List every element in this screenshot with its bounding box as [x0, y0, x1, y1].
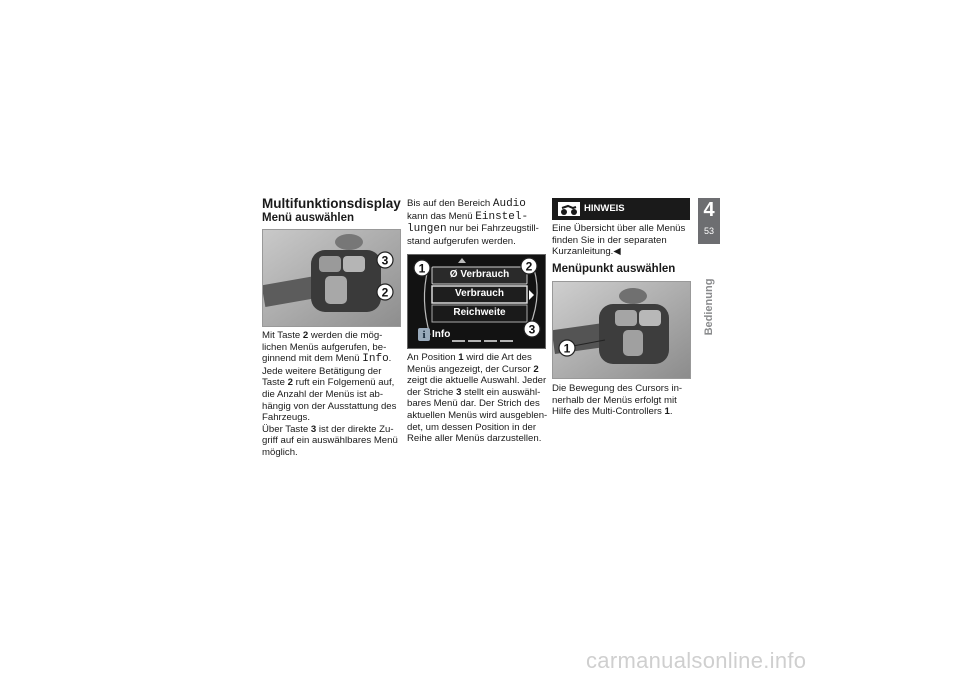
section-heading-menu-select: Menü auswählen [262, 212, 355, 224]
handlebar-photo-controller [552, 281, 691, 379]
page-number: 53 [703, 226, 714, 236]
column-3-heading [552, 264, 692, 276]
display-screenshot [407, 254, 546, 349]
hint-banner [552, 198, 690, 220]
chapter-number: 4 [703, 199, 715, 221]
column-1-text [262, 330, 402, 459]
column-1 [262, 213, 404, 225]
callout-label-2: 2 [381, 285, 389, 300]
column-2-intro [407, 198, 547, 247]
column-2-text [407, 352, 549, 445]
paragraph-menu-button: Mit Taste 2 werden die mög-lichen Menüs aufgerufen, be-ginnend mit dem Menü Info. Jede weitere Betätigung der Taste 2 ruft ein Folgemenü auf, die Anzahl der Menüs ist ab-hängig von der Ausstattung des Fahrzeugs. [262, 330, 397, 424]
display-row-consumption: Verbrauch [455, 288, 504, 299]
watermark: carmanualsonline.info [586, 648, 807, 673]
handlebar-photo-buttons [262, 229, 401, 327]
chapter-side-label: Bedienung [703, 278, 715, 336]
hint-label: HINWEIS [584, 203, 625, 214]
paragraph-hint: Eine Übersicht über alle Menüs finden Sie in der separaten Kurzanleitung.◀ [552, 223, 686, 258]
callout-label-3: 3 [528, 322, 536, 337]
callout-label-3: 3 [381, 253, 389, 268]
paragraph-cursor-movement: Die Bewegung des Cursors in-nerhalb der Menüs erfolgt mit Hilfe des Multi-Controllers 1. [552, 383, 683, 418]
column-3-text [552, 383, 692, 418]
paragraph-audio-settings: Bis auf den Bereich Audio kann das Menü Einstel-lungen nur bei Fahrzeugstill-stand aufgerufen werden. [407, 198, 539, 247]
paragraph-cursor-explanation: An Position 1 wird die Art des Menüs angezeigt, der Cursor 2 zeigt die aktuelle Auswahl. Jeder der Striche 3 stellt ein auswähl-bares Menü dar. Der Strich des aktuellen Menüs wird ausgeblen-det, um dessen Position in der Reihe aller Menüs darzustellen. [407, 352, 548, 445]
chapter-tab [698, 198, 720, 244]
callout-label-1: 1 [563, 341, 571, 356]
display-info-label: Info [432, 329, 451, 340]
paragraph-direct-access: Über Taste 3 ist der direkte Zu-griff auf ein auswählbares Menü möglich. [262, 423, 398, 458]
section-heading-menu-item-select: Menüpunkt auswählen [552, 263, 676, 275]
column-3-hint-text [552, 223, 692, 258]
motorcycle-hint-icon [558, 202, 580, 216]
page-title: Multifunktionsdisplay [262, 196, 401, 211]
display-row-avg-consumption: Ø Verbrauch [449, 269, 510, 280]
callout-label-1: 1 [418, 261, 426, 276]
svg-text:i: i [422, 329, 426, 341]
callout-label-2: 2 [525, 259, 533, 274]
display-row-range: Reichweite [453, 307, 506, 318]
